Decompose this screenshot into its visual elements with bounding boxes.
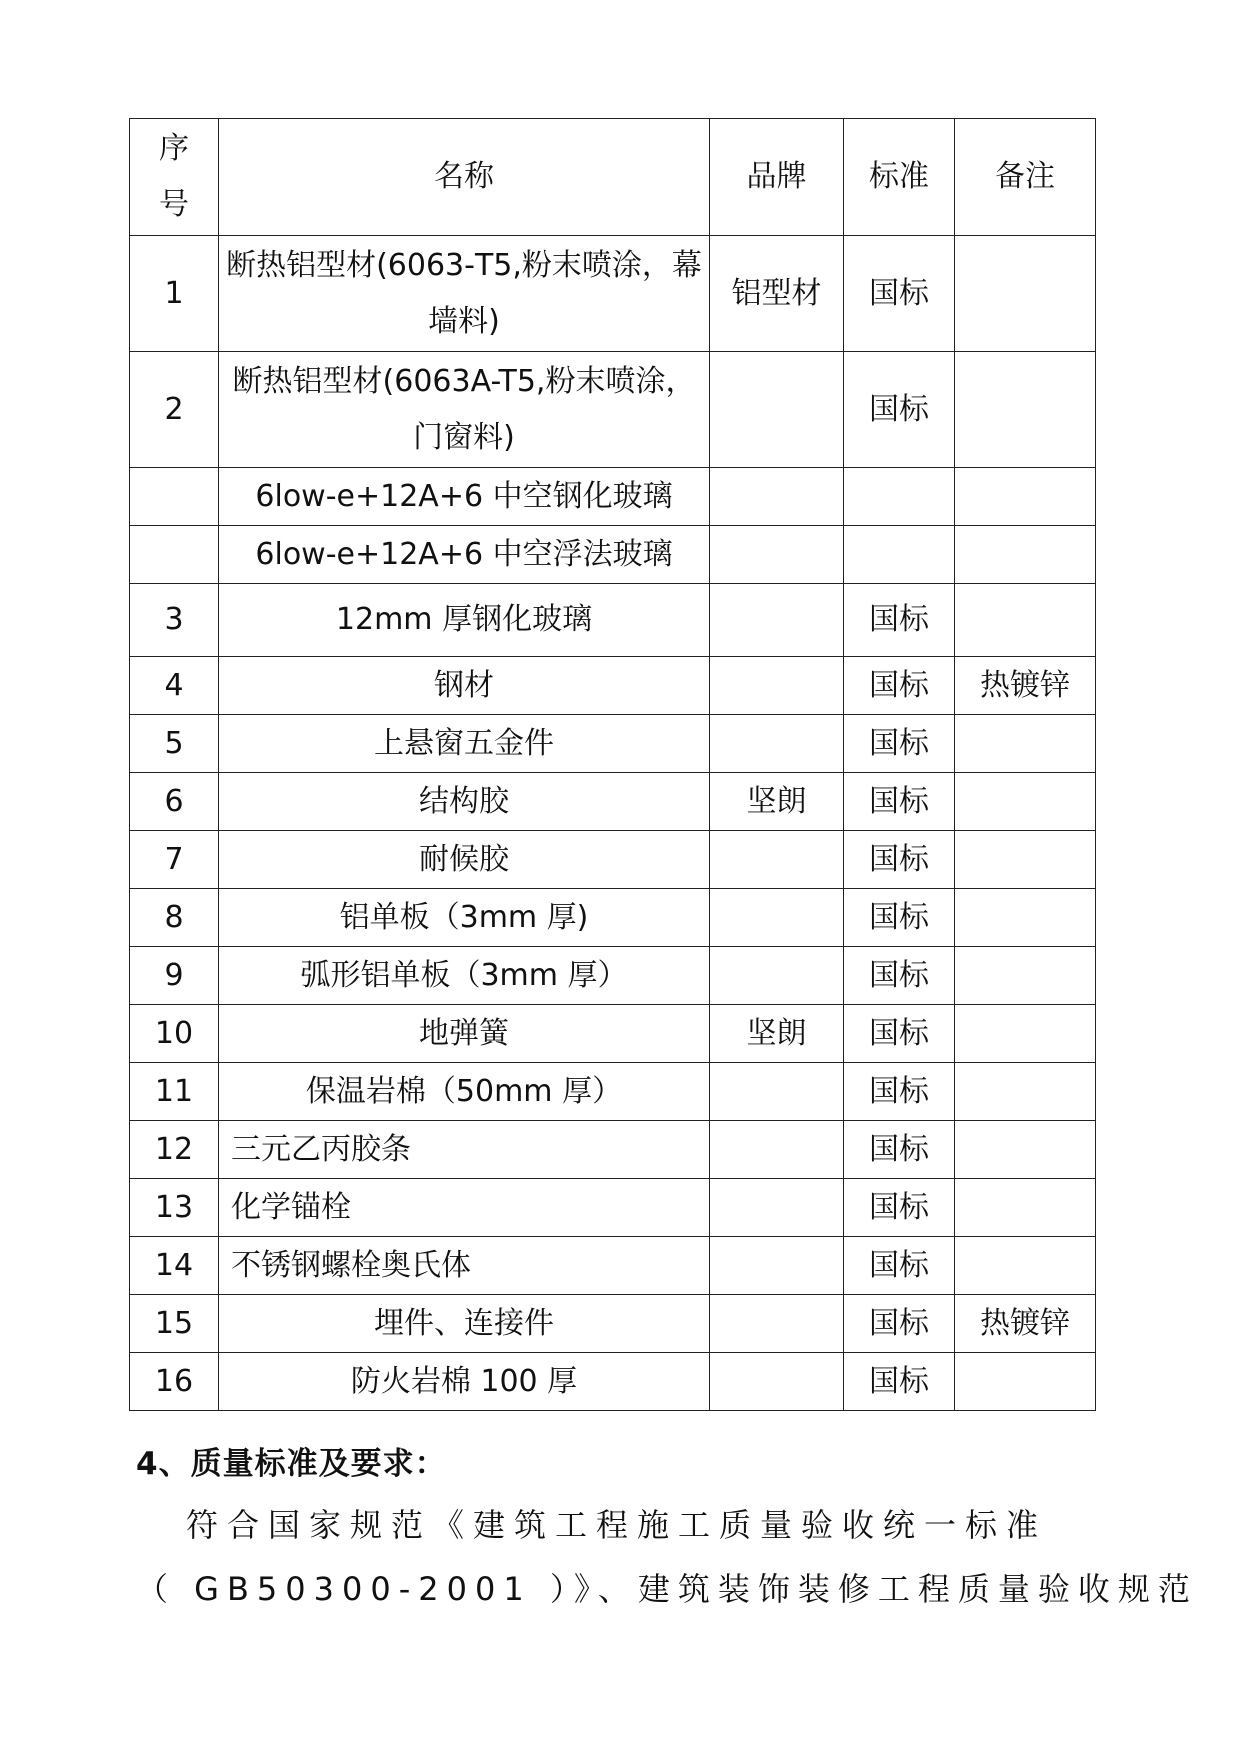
table-row: [130, 236, 1096, 352]
header-no: 序 号: [130, 119, 219, 236]
cell-no: 4: [130, 657, 219, 715]
cell-no: 13: [130, 1179, 219, 1237]
cell-name: 6low-e+12A+6 中空钢化玻璃: [219, 468, 710, 526]
header-standard: 标准: [844, 119, 955, 236]
cell-no: 15: [130, 1295, 219, 1353]
cell-note: [955, 1005, 1096, 1063]
cell-brand: [710, 1237, 844, 1295]
cell-name: 钢材: [219, 657, 710, 715]
cell-standard: 国标: [844, 352, 955, 468]
cell-no: 12: [130, 1121, 219, 1179]
table-row: [130, 657, 1096, 715]
cell-no: 10: [130, 1005, 219, 1063]
cell-name: 结构胶: [219, 773, 710, 831]
cell-no: 11: [130, 1063, 219, 1121]
cell-no: 7: [130, 831, 219, 889]
cell-standard: 国标: [844, 1063, 955, 1121]
cell-brand: 坚朗: [710, 1005, 844, 1063]
table-row: [130, 1237, 1096, 1295]
cell-note: [955, 773, 1096, 831]
cell-standard: 国标: [844, 1121, 955, 1179]
cell-note: [955, 947, 1096, 1005]
table-row: [130, 1295, 1096, 1353]
table-row: [130, 1121, 1096, 1179]
cell-brand: [710, 1121, 844, 1179]
cell-note: [955, 1121, 1096, 1179]
table-row: [130, 352, 1096, 468]
cell-note: [955, 1353, 1096, 1411]
cell-name: 铝单板（3mm 厚): [219, 889, 710, 947]
cell-note: [955, 1063, 1096, 1121]
cell-name: 12mm 厚钢化玻璃: [219, 584, 710, 657]
cell-brand: [710, 1353, 844, 1411]
cell-brand: [710, 584, 844, 657]
table-row: [130, 773, 1096, 831]
cell-name: 化学锚栓: [219, 1179, 710, 1237]
table-row: [130, 1005, 1096, 1063]
cell-standard: 国标: [844, 1295, 955, 1353]
cell-note: [955, 526, 1096, 584]
header-name: 名称: [219, 119, 710, 236]
cell-name: 不锈钢螺栓奥氏体: [219, 1237, 710, 1295]
cell-brand: 坚朗: [710, 773, 844, 831]
table-row: [130, 1063, 1096, 1121]
cell-name: 弧形铝单板（3mm 厚）: [219, 947, 710, 1005]
cell-no: 3: [130, 584, 219, 657]
cell-name: 地弹簧: [219, 1005, 710, 1063]
header-brand: 品牌: [710, 119, 844, 236]
header-note: 备注: [955, 119, 1096, 236]
table-row: [130, 526, 1096, 584]
cell-name: 埋件、连接件: [219, 1295, 710, 1353]
cell-standard: 国标: [844, 773, 955, 831]
cell-name: 上悬窗五金件: [219, 715, 710, 773]
table-row: [130, 1353, 1096, 1411]
section-heading: 4、质量标准及要求：: [136, 1446, 447, 1482]
cell-name: 断热铝型材(6063A-T5,粉末喷涂，门窗料): [219, 352, 710, 468]
cell-brand: [710, 831, 844, 889]
table-row: [130, 715, 1096, 773]
table-header-row: [130, 119, 1096, 236]
cell-note: [955, 352, 1096, 468]
cell-brand: [710, 352, 844, 468]
table-row: [130, 889, 1096, 947]
cell-standard: 国标: [844, 831, 955, 889]
cell-standard: 国标: [844, 1237, 955, 1295]
cell-brand: [710, 526, 844, 584]
cell-no: 1: [130, 236, 219, 352]
cell-note: [955, 468, 1096, 526]
cell-standard: 国标: [844, 1179, 955, 1237]
cell-no: [130, 468, 219, 526]
cell-standard: 国标: [844, 889, 955, 947]
cell-no: [130, 526, 219, 584]
cell-note: [955, 236, 1096, 352]
cell-brand: 铝型材: [710, 236, 844, 352]
cell-standard: 国标: [844, 657, 955, 715]
table-row: [130, 831, 1096, 889]
cell-brand: [710, 1179, 844, 1237]
table-row: [130, 1179, 1096, 1237]
cell-no: 14: [130, 1237, 219, 1295]
cell-no: 5: [130, 715, 219, 773]
cell-standard: 国标: [844, 236, 955, 352]
cell-standard: [844, 468, 955, 526]
cell-brand: [710, 657, 844, 715]
cell-brand: [710, 947, 844, 1005]
cell-standard: 国标: [844, 715, 955, 773]
cell-name: 保温岩棉（50mm 厚）: [219, 1063, 710, 1121]
cell-note: [955, 831, 1096, 889]
cell-name: 三元乙丙胶条: [219, 1121, 710, 1179]
cell-note: [955, 715, 1096, 773]
cell-note: [955, 889, 1096, 947]
cell-no: 6: [130, 773, 219, 831]
cell-brand: [710, 468, 844, 526]
cell-no: 16: [130, 1353, 219, 1411]
table-row: [130, 584, 1096, 657]
cell-note: 热镀锌: [955, 1295, 1096, 1353]
cell-no: 9: [130, 947, 219, 1005]
cell-no: 2: [130, 352, 219, 468]
cell-note: [955, 1179, 1096, 1237]
cell-standard: 国标: [844, 1353, 955, 1411]
cell-name: 断热铝型材(6063-T5,粉末喷涂，幕墙料): [219, 236, 710, 352]
cell-name: 防火岩棉 100 厚: [219, 1353, 710, 1411]
cell-note: [955, 584, 1096, 657]
paragraph-line-1: 符合国家规范《建筑工程施工质量验收统一标准: [186, 1506, 1048, 1544]
cell-brand: [710, 715, 844, 773]
cell-brand: [710, 1295, 844, 1353]
cell-standard: 国标: [844, 584, 955, 657]
cell-brand: [710, 889, 844, 947]
cell-name: 6low-e+12A+6 中空浮法玻璃: [219, 526, 710, 584]
cell-standard: [844, 526, 955, 584]
table-body: [130, 236, 1096, 1411]
table-row: [130, 468, 1096, 526]
materials-table: [129, 118, 1096, 1411]
cell-standard: 国标: [844, 1005, 955, 1063]
cell-note: 热镀锌: [955, 657, 1096, 715]
cell-note: [955, 1237, 1096, 1295]
cell-brand: [710, 1063, 844, 1121]
paragraph-line-2: （ GB50300-2001 ）》、建筑装饰装修工程质量验收规范: [136, 1570, 1198, 1608]
cell-name: 耐候胶: [219, 831, 710, 889]
cell-no: 8: [130, 889, 219, 947]
table-row: [130, 947, 1096, 1005]
cell-standard: 国标: [844, 947, 955, 1005]
